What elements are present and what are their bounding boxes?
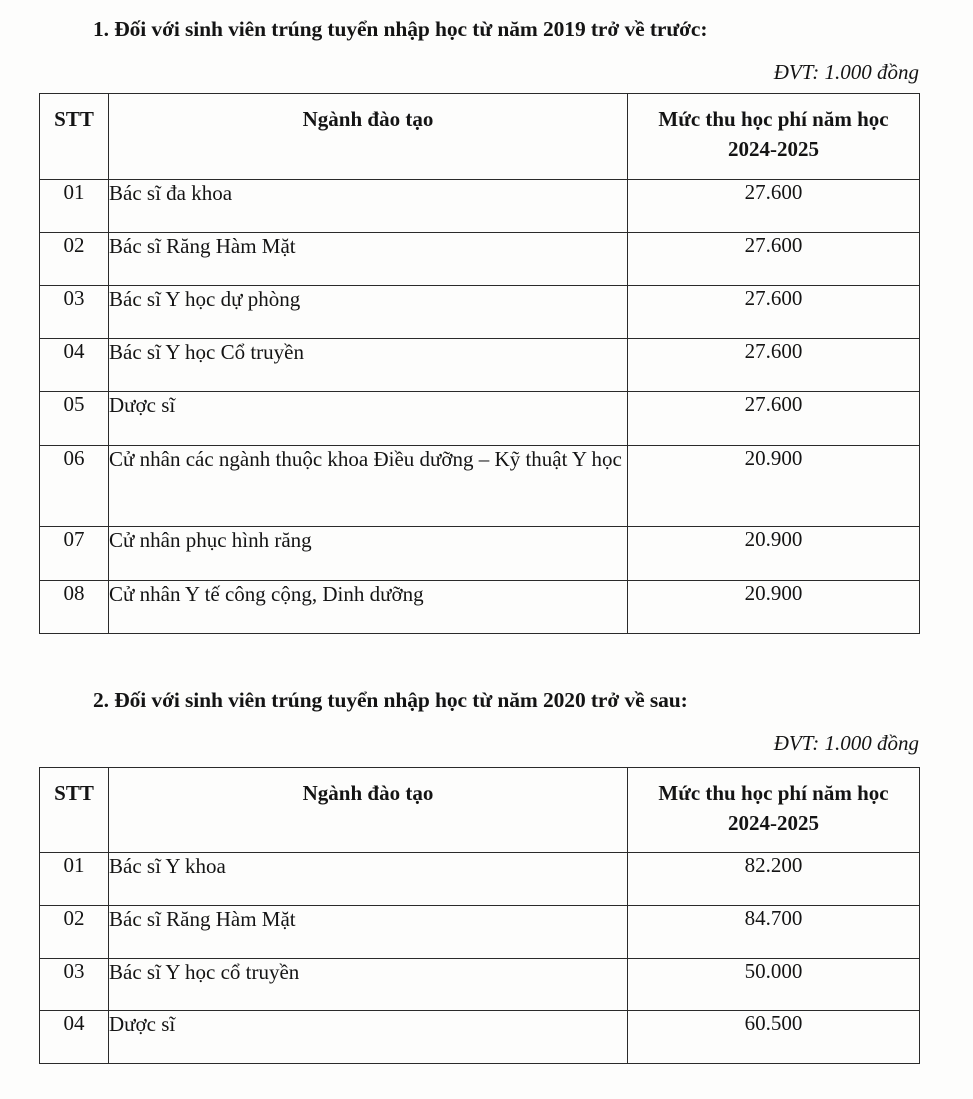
row-fee: 27.600 bbox=[628, 233, 920, 286]
section-2-unit-note: ĐVT: 1.000 đồng bbox=[773, 731, 919, 755]
table-row bbox=[40, 906, 920, 959]
row-stt: 02 bbox=[40, 906, 109, 959]
row-major: Cử nhân Y tế công cộng, Dinh dưỡng bbox=[109, 581, 628, 634]
fee-table-before-2019 bbox=[39, 93, 920, 634]
row-stt: 03 bbox=[40, 286, 109, 339]
column-header-fee: Mức thu học phí năm học 2024-2025 bbox=[628, 768, 920, 853]
column-header-fee: Mức thu học phí năm học 2024-2025 bbox=[628, 94, 920, 180]
row-fee: 27.600 bbox=[628, 286, 920, 339]
table-row bbox=[40, 527, 920, 581]
fee-table-from-2020 bbox=[39, 767, 920, 1064]
table-row bbox=[40, 853, 920, 906]
table-header-row bbox=[40, 94, 920, 180]
table-header-row bbox=[40, 768, 920, 853]
row-major: Bác sĩ Y học Cổ truyền bbox=[109, 339, 628, 392]
row-major: Cử nhân phục hình răng bbox=[109, 527, 628, 581]
row-major: Cử nhân các ngành thuộc khoa Điều dưỡng – Kỹ thuật Y học bbox=[109, 446, 628, 527]
row-fee: 84.700 bbox=[628, 906, 920, 959]
row-major: Bác sĩ Y học cổ truyền bbox=[109, 959, 628, 1011]
table-row bbox=[40, 392, 920, 446]
row-stt: 05 bbox=[40, 392, 109, 446]
column-header-stt: STT bbox=[40, 768, 109, 853]
column-header-major: Ngành đào tạo bbox=[109, 768, 628, 853]
table-row bbox=[40, 286, 920, 339]
row-fee: 82.200 bbox=[628, 853, 920, 906]
row-stt: 03 bbox=[40, 959, 109, 1011]
row-stt: 04 bbox=[40, 1011, 109, 1064]
table-row bbox=[40, 180, 920, 233]
row-fee: 50.000 bbox=[628, 959, 920, 1011]
row-fee: 27.600 bbox=[628, 180, 920, 233]
row-major: Bác sĩ Y học dự phòng bbox=[109, 286, 628, 339]
row-stt: 08 bbox=[40, 581, 109, 634]
table-row bbox=[40, 1011, 920, 1064]
row-fee: 27.600 bbox=[628, 339, 920, 392]
row-fee: 60.500 bbox=[628, 1011, 920, 1064]
row-fee: 20.900 bbox=[628, 446, 920, 527]
table-row bbox=[40, 233, 920, 286]
row-major: Bác sĩ Y khoa bbox=[109, 853, 628, 906]
row-major: Bác sĩ đa khoa bbox=[109, 180, 628, 233]
row-stt: 02 bbox=[40, 233, 109, 286]
row-fee: 20.900 bbox=[628, 581, 920, 634]
row-stt: 04 bbox=[40, 339, 109, 392]
row-major: Bác sĩ Răng Hàm Mặt bbox=[109, 233, 628, 286]
table-row bbox=[40, 959, 920, 1011]
column-header-stt: STT bbox=[40, 94, 109, 180]
row-major: Dược sĩ bbox=[109, 1011, 628, 1064]
row-fee: 27.600 bbox=[628, 392, 920, 446]
row-stt: 06 bbox=[40, 446, 109, 527]
row-stt: 01 bbox=[40, 853, 109, 906]
column-header-major: Ngành đào tạo bbox=[109, 94, 628, 180]
row-fee: 20.900 bbox=[628, 527, 920, 581]
row-major: Dược sĩ bbox=[109, 392, 628, 446]
row-major: Bác sĩ Răng Hàm Mặt bbox=[109, 906, 628, 959]
section-1-unit-note: ĐVT: 1.000 đồng bbox=[773, 60, 919, 84]
section-1-heading: 1. Đối với sinh viên trúng tuyển nhập học từ năm 2019 trở về trước: bbox=[93, 17, 708, 41]
row-stt: 07 bbox=[40, 527, 109, 581]
row-stt: 01 bbox=[40, 180, 109, 233]
table-row bbox=[40, 339, 920, 392]
table-row bbox=[40, 581, 920, 634]
section-2-heading: 2. Đối với sinh viên trúng tuyển nhập học từ năm 2020 trở về sau: bbox=[93, 688, 688, 712]
table-row bbox=[40, 446, 920, 527]
